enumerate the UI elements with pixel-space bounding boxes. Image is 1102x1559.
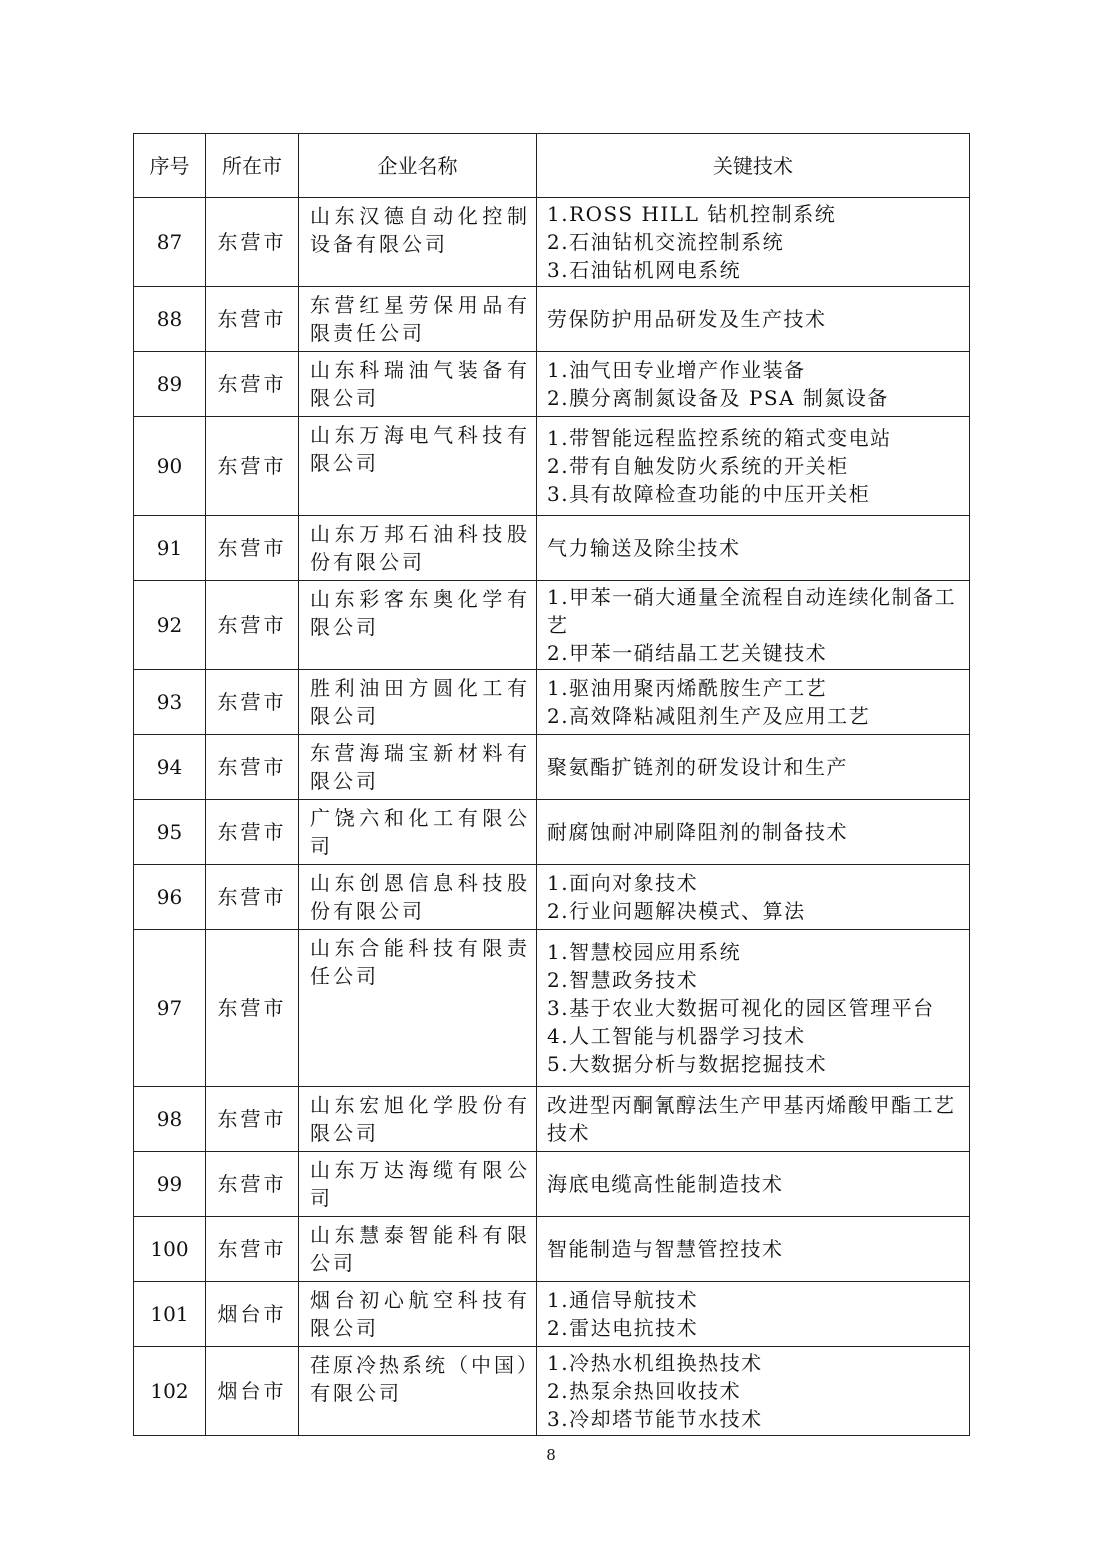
tech-item: 3.具有故障检查功能的中压开关柜 xyxy=(547,482,871,506)
table-row xyxy=(134,581,970,670)
tech-item: 智能制造与智慧管控技术 xyxy=(547,1237,784,1261)
table-row xyxy=(134,198,970,287)
cell-company: 东营海瑞宝新材料有限公司 xyxy=(299,735,537,800)
cell-seq: 94 xyxy=(134,735,206,800)
header-tech: 关键技术 xyxy=(537,134,970,198)
cell-city: 东营市 xyxy=(206,198,299,287)
cell-seq: 99 xyxy=(134,1152,206,1217)
tech-item: 1.面向对象技术 xyxy=(547,871,699,895)
cell-city: 东营市 xyxy=(206,352,299,417)
cell-seq: 92 xyxy=(134,581,206,670)
cell-company: 烟台初心航空科技有限公司 xyxy=(299,1282,537,1347)
cell-city: 东营市 xyxy=(206,670,299,735)
table-row xyxy=(134,800,970,865)
table-row xyxy=(134,670,970,735)
header-city: 所在市 xyxy=(206,134,299,198)
cell-seq: 95 xyxy=(134,800,206,865)
header-seq: 序号 xyxy=(134,134,206,198)
tech-item: 2.带有自触发防火系统的开关柜 xyxy=(547,454,849,478)
cell-city: 东营市 xyxy=(206,865,299,930)
tech-item: 2.行业问题解决模式、算法 xyxy=(547,899,806,923)
cell-tech xyxy=(537,1347,970,1436)
cell-city: 东营市 xyxy=(206,1152,299,1217)
cell-seq: 87 xyxy=(134,198,206,287)
cell-seq: 100 xyxy=(134,1217,206,1282)
cell-company: 东营红星劳保用品有限责任公司 xyxy=(299,287,537,352)
cell-city: 东营市 xyxy=(206,735,299,800)
cell-tech xyxy=(537,581,970,670)
tech-item: 海底电缆高性能制造技术 xyxy=(547,1172,784,1196)
cell-company: 山东慧泰智能科有限公司 xyxy=(299,1217,537,1282)
cell-company: 山东万海电气科技有限公司 xyxy=(299,417,537,516)
cell-city: 东营市 xyxy=(206,417,299,516)
cell-city: 东营市 xyxy=(206,800,299,865)
tech-item: 2.高效降粘减阻剂生产及应用工艺 xyxy=(547,704,871,728)
cell-company: 山东创恩信息科技股份有限公司 xyxy=(299,865,537,930)
tech-item: 1.带智能远程监控系统的箱式变电站 xyxy=(547,426,892,450)
cell-tech xyxy=(537,287,970,352)
cell-tech xyxy=(537,865,970,930)
cell-company: 胜利油田方圆化工有限公司 xyxy=(299,670,537,735)
tech-item: 改进型丙酮氰醇法生产甲基丙烯酸甲酯工艺技术 xyxy=(547,1093,956,1145)
cell-tech xyxy=(537,1087,970,1152)
cell-city: 烟台市 xyxy=(206,1282,299,1347)
tech-item: 2.甲苯一硝结晶工艺关键技术 xyxy=(547,641,828,665)
table-row xyxy=(134,1347,970,1436)
cell-city: 东营市 xyxy=(206,930,299,1087)
cell-company: 山东彩客东奥化学有限公司 xyxy=(299,581,537,670)
cell-city: 东营市 xyxy=(206,581,299,670)
tech-item: 3.基于农业大数据可视化的园区管理平台 xyxy=(547,996,935,1020)
cell-company: 山东合能科技有限责任公司 xyxy=(299,930,537,1087)
cell-tech xyxy=(537,800,970,865)
cell-seq: 98 xyxy=(134,1087,206,1152)
cell-seq: 88 xyxy=(134,287,206,352)
tech-item: 2.智慧政务技术 xyxy=(547,968,699,992)
table-row xyxy=(134,287,970,352)
enterprise-table xyxy=(133,133,970,1436)
table-row xyxy=(134,1152,970,1217)
cell-tech xyxy=(537,352,970,417)
tech-item: 1.驱油用聚丙烯酰胺生产工艺 xyxy=(547,676,828,700)
cell-company: 山东万达海缆有限公司 xyxy=(299,1152,537,1217)
cell-tech xyxy=(537,735,970,800)
tech-item: 耐腐蚀耐冲刷降阻剂的制备技术 xyxy=(547,820,848,844)
cell-city: 烟台市 xyxy=(206,1347,299,1436)
page-number: 8 xyxy=(546,1446,556,1464)
cell-tech xyxy=(537,670,970,735)
table-row xyxy=(134,865,970,930)
table-row xyxy=(134,930,970,1087)
cell-seq: 96 xyxy=(134,865,206,930)
table-row xyxy=(134,516,970,581)
cell-seq: 93 xyxy=(134,670,206,735)
tech-item: 2.膜分离制氮设备及 PSA 制氮设备 xyxy=(547,386,889,410)
table-row xyxy=(134,1217,970,1282)
tech-item: 气力输送及除尘技术 xyxy=(547,536,741,560)
table-row xyxy=(134,352,970,417)
table-row xyxy=(134,417,970,516)
tech-item: 4.人工智能与机器学习技术 xyxy=(547,1024,806,1048)
tech-item: 1.通信导航技术 xyxy=(547,1288,699,1312)
cell-tech xyxy=(537,930,970,1087)
cell-seq: 102 xyxy=(134,1347,206,1436)
tech-item: 聚氨酯扩链剂的研发设计和生产 xyxy=(547,755,848,779)
cell-city: 东营市 xyxy=(206,1217,299,1282)
cell-company: 山东万邦石油科技股份有限公司 xyxy=(299,516,537,581)
tech-item: 2.石油钻机交流控制系统 xyxy=(547,230,785,254)
table-header-row xyxy=(134,134,970,198)
table-row xyxy=(134,735,970,800)
cell-company: 山东科瑞油气装备有限公司 xyxy=(299,352,537,417)
table-row xyxy=(134,1087,970,1152)
tech-item: 1.智慧校园应用系统 xyxy=(547,940,742,964)
cell-seq: 91 xyxy=(134,516,206,581)
cell-company: 山东宏旭化学股份有限公司 xyxy=(299,1087,537,1152)
tech-item: 1.冷热水机组换热技术 xyxy=(547,1351,763,1375)
tech-item: 2.雷达电抗技术 xyxy=(547,1316,699,1340)
table-body xyxy=(134,198,970,1436)
tech-item: 2.热泵余热回收技术 xyxy=(547,1379,742,1403)
header-company: 企业名称 xyxy=(299,134,537,198)
cell-tech xyxy=(537,417,970,516)
cell-city: 东营市 xyxy=(206,1087,299,1152)
table-row xyxy=(134,1282,970,1347)
cell-city: 东营市 xyxy=(206,516,299,581)
tech-item: 1.ROSS HILL 钻机控制系统 xyxy=(547,202,837,226)
tech-item: 3.石油钻机网电系统 xyxy=(547,258,742,282)
cell-seq: 97 xyxy=(134,930,206,1087)
cell-city: 东营市 xyxy=(206,287,299,352)
cell-seq: 101 xyxy=(134,1282,206,1347)
cell-seq: 90 xyxy=(134,417,206,516)
cell-tech xyxy=(537,1217,970,1282)
cell-tech xyxy=(537,516,970,581)
tech-item: 5.大数据分析与数据挖掘技术 xyxy=(547,1052,828,1076)
cell-seq: 89 xyxy=(134,352,206,417)
tech-item: 劳保防护用品研发及生产技术 xyxy=(547,307,827,331)
tech-item: 1.甲苯一硝大通量全流程自动连续化制备工艺 xyxy=(547,585,957,637)
cell-tech xyxy=(537,1282,970,1347)
cell-company: 广饶六和化工有限公司 xyxy=(299,800,537,865)
cell-tech xyxy=(537,1152,970,1217)
cell-company: 山东汉德自动化控制设备有限公司 xyxy=(299,198,537,287)
tech-item: 1.油气田专业增产作业装备 xyxy=(547,358,806,382)
cell-tech xyxy=(537,198,970,287)
cell-company: 荏原冷热系统（中国）有限公司 xyxy=(299,1347,537,1436)
tech-item: 3.冷却塔节能节水技术 xyxy=(547,1407,763,1431)
